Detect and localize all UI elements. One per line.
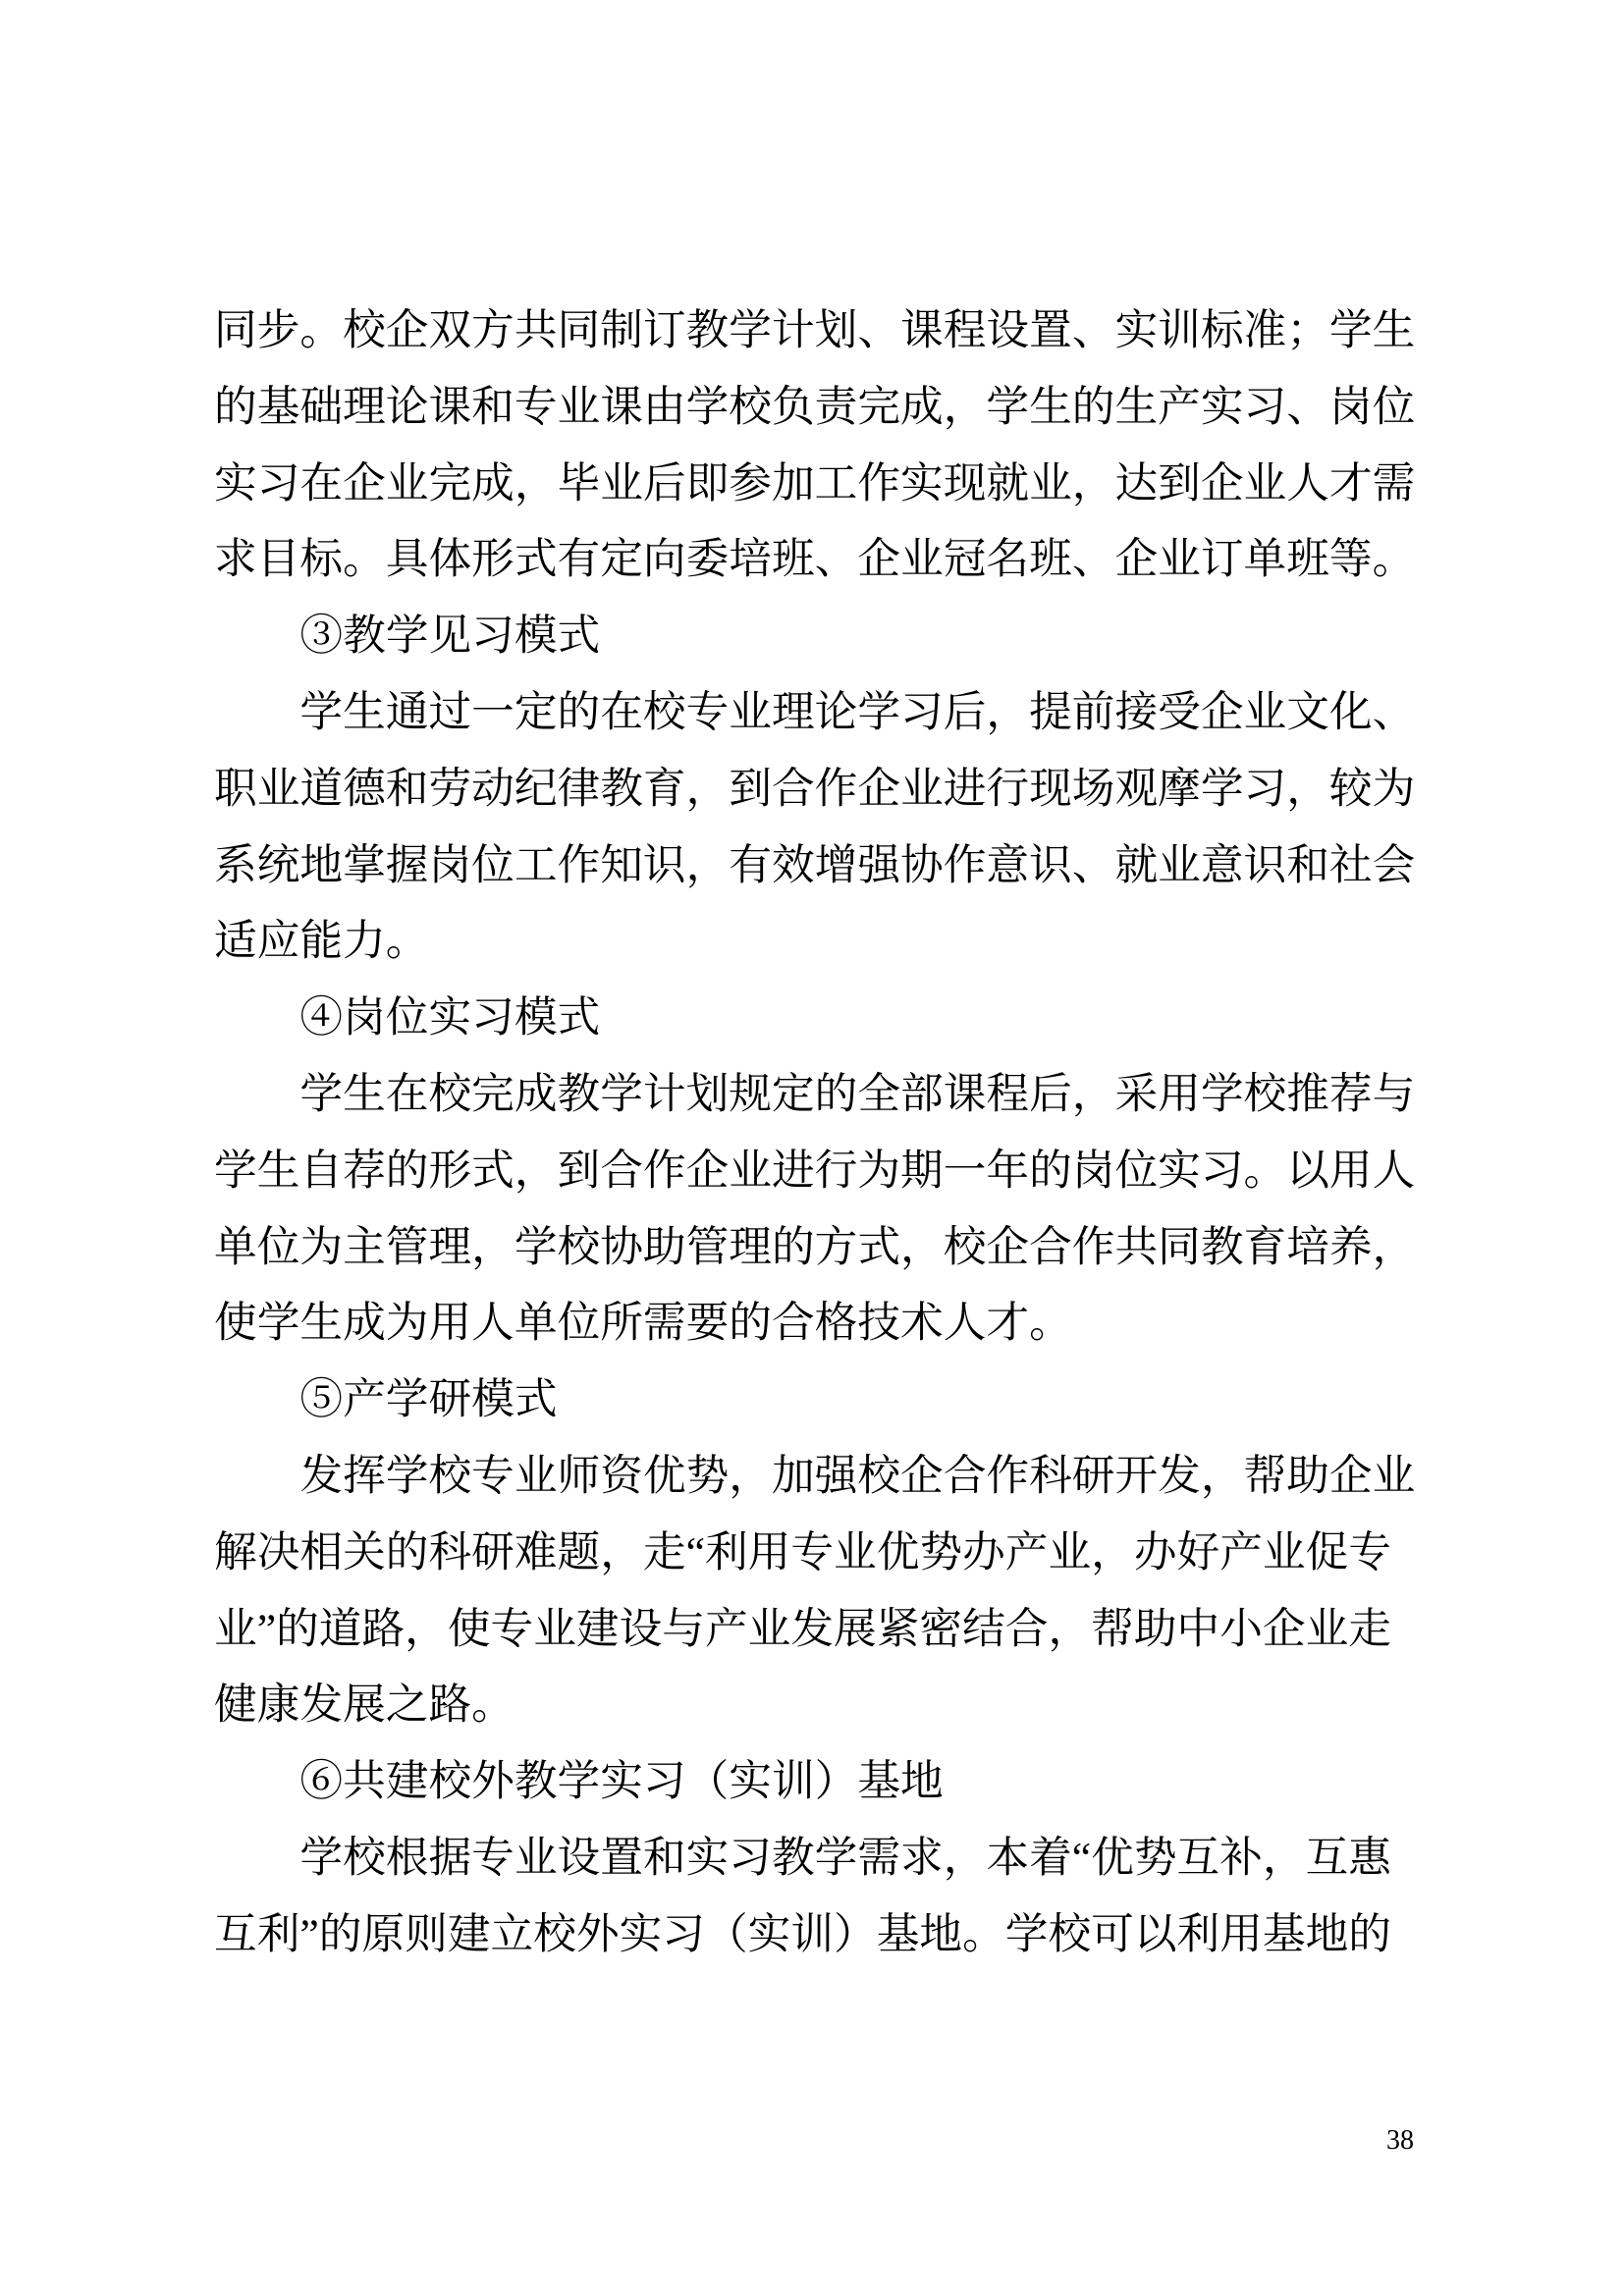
text-line: 适应能力。 bbox=[214, 918, 429, 966]
text-line: ⑥共建校外教学实习（实训）基地 bbox=[299, 1758, 944, 1806]
text-line: 同步。校企双方共同制订教学计划、课程设置、实训标准；学生 bbox=[214, 307, 1416, 354]
text-line: 的基础理论课和专业课由学校负责完成，学生的生产实习、岗位 bbox=[214, 383, 1416, 431]
text-line: 发挥学校专业师资优势，加强校企合作科研开发，帮助企业 bbox=[299, 1452, 1416, 1500]
text-line: ⑤产学研模式 bbox=[299, 1376, 558, 1424]
text-line: 健康发展之路。 bbox=[214, 1682, 514, 1730]
text-line: 使学生成为用人单位所需要的合格技术人才。 bbox=[214, 1300, 1072, 1348]
text-line: 业”的道路，使专业建设与产业发展紧密结合，帮助中小企业走 bbox=[214, 1605, 1391, 1653]
text-line: 实习在企业完成，毕业后即参加工作实现就业，达到企业人才需 bbox=[214, 459, 1416, 507]
text-line: 学生自荐的形式，到合作企业进行为期一年的岗位实习。以用人 bbox=[214, 1147, 1416, 1195]
text-block bbox=[214, 294, 1422, 1974]
text-line: 单位为主管理，学校协助管理的方式，校企合作共同教育培养， bbox=[214, 1223, 1416, 1271]
text-line: 系统地掌握岗位工作知识，有效增强协作意识、就业意识和社会 bbox=[214, 841, 1416, 889]
text-line: 互利”的原则建立校外实习（实训）基地。学校可以利用基地的 bbox=[214, 1910, 1391, 1958]
text-line: 解决相关的科研难题，走“利用专业优势办产业，办好产业促专 bbox=[214, 1528, 1391, 1576]
text-line: 职业道德和劳动纪律教育，到合作企业进行现场观摩学习，较为 bbox=[214, 765, 1416, 813]
text-line: 学校根据专业设置和实习教学需求，本着“优势互补，互惠 bbox=[299, 1834, 1391, 1882]
text-line: ③教学见习模式 bbox=[299, 613, 601, 661]
text-line: 求目标。具体形式有定向委培班、企业冠名班、企业订单班等。 bbox=[214, 536, 1416, 584]
text-line: ④岗位实习模式 bbox=[299, 994, 601, 1042]
text-line: 学生通过一定的在校专业理论学习后，提前接受企业文化、 bbox=[299, 688, 1416, 736]
text-line: 学生在校完成教学计划规定的全部课程后，采用学校推荐与 bbox=[299, 1070, 1416, 1118]
page-number: 38 bbox=[1386, 2125, 1414, 2156]
